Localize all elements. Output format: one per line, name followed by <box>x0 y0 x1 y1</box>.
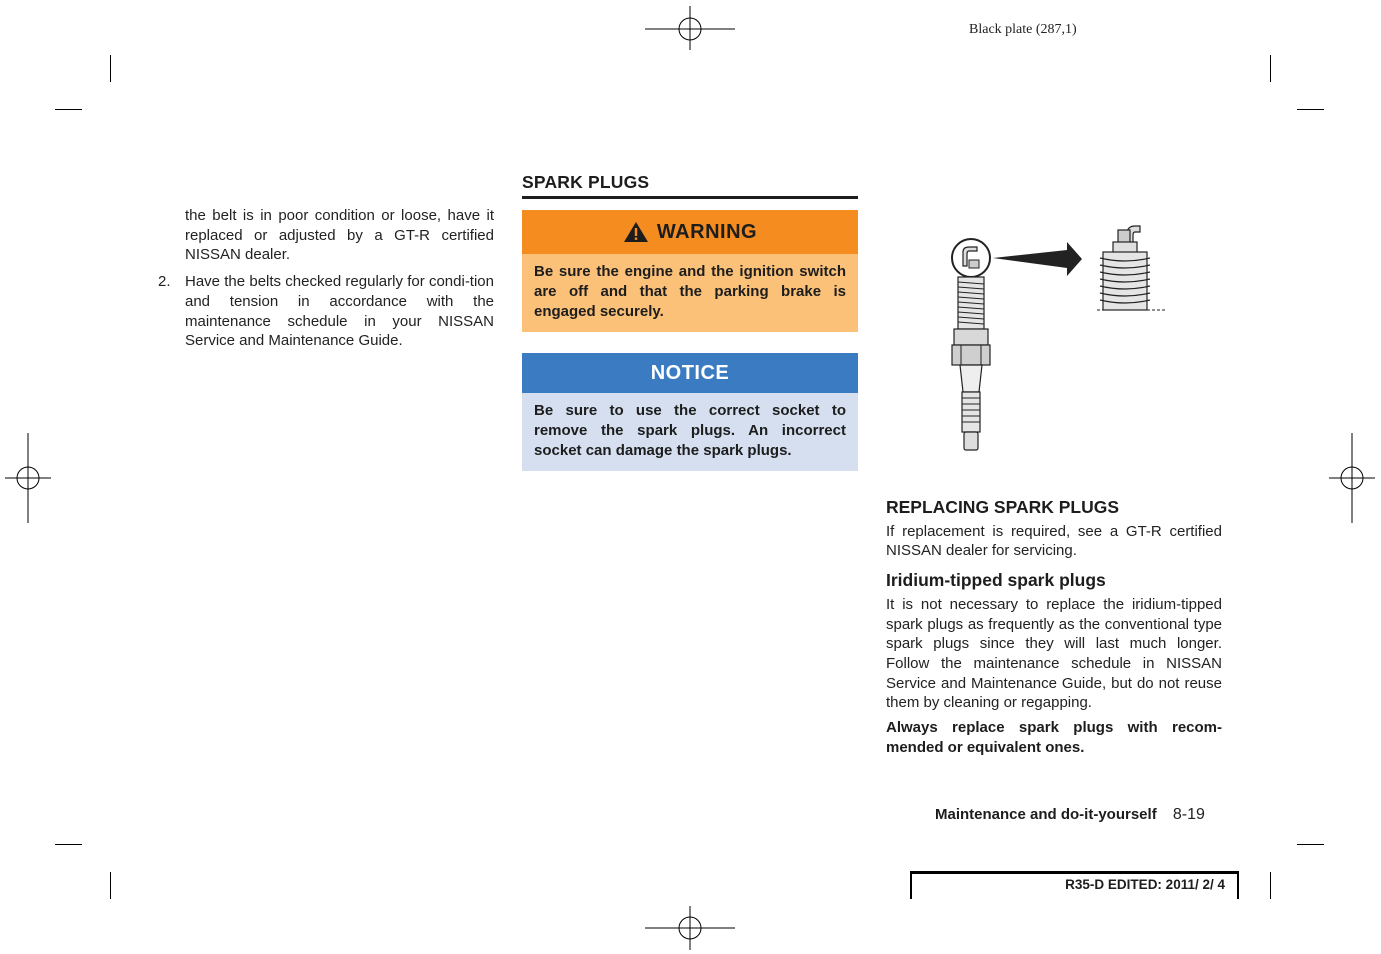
edited-stamp <box>910 871 1239 899</box>
warning-triangle-icon <box>623 221 649 243</box>
spark-plug-illustration <box>945 220 1175 455</box>
registration-mark-bottom <box>645 906 735 950</box>
bold-note: Always replace spark plugs with recom-mended or equivalent ones. <box>886 719 1222 756</box>
warning-header <box>522 210 858 254</box>
crop-mark <box>55 109 82 110</box>
notice-heading: NOTICE <box>522 353 858 393</box>
page-number: 8-19 <box>1172 806 1205 823</box>
warning-body: Be sure the engine and the ignition switch are off and that the parking brake is engaged securely. <box>522 254 858 332</box>
notice-box <box>522 353 858 471</box>
notice-body: Be sure to use the correct socket to remove the spark plugs. An incorrect socket can damage the spark plugs. <box>522 393 858 471</box>
list-item-number: 2. <box>158 273 171 291</box>
crop-mark <box>1270 55 1271 82</box>
replacing-heading: REPLACING SPARK PLUGS <box>886 497 1120 517</box>
plate-label: Black plate (287,1) <box>969 22 1077 37</box>
right-column <box>886 498 1222 762</box>
crop-mark <box>110 55 111 82</box>
replacing-intro: If replacement is required, see a GT-R certified NISSAN dealer for servicing. <box>886 522 1222 560</box>
middle-column <box>522 172 858 471</box>
crop-mark <box>110 872 111 899</box>
crop-mark <box>1270 872 1271 899</box>
list-item <box>158 272 494 351</box>
footer-section-title: Maintenance and do-it-yourself <box>935 806 1157 823</box>
iridium-subheading: Iridium-tipped spark plugs <box>886 570 1106 591</box>
iridium-body: It is not necessary to replace the iridium-tipped spark plugs as frequently as the conventional type spark plugs since they will last much longer. Follow the maintenance schedule in NISSAN Service and Maintenance Guide, but do not reuse them by cleaning or regapping. <box>886 595 1222 712</box>
list-item-text: Have the belts checked regularly for condi-tion and tension in accordance with the maintenance schedule in your NISSAN Service and Maintenance Guide. <box>185 273 494 350</box>
crop-mark <box>1297 109 1324 110</box>
crop-mark <box>1297 844 1324 845</box>
warning-heading: WARNING <box>656 220 758 243</box>
edited-label: R35-D EDITED: 2011/ 2/ 4 <box>1065 877 1225 892</box>
crop-mark <box>55 844 82 845</box>
registration-mark-top <box>645 6 735 50</box>
left-column <box>158 206 494 358</box>
registration-mark-left <box>5 433 51 523</box>
page-footer <box>935 806 1205 824</box>
continuation-paragraph: the belt is in poor condition or loose, have it replaced or adjusted by a GT-R certified NISSAN dealer. <box>185 207 494 264</box>
section-title: SPARK PLUGS <box>522 172 858 199</box>
registration-mark-right <box>1329 433 1375 523</box>
warning-box <box>522 210 858 332</box>
